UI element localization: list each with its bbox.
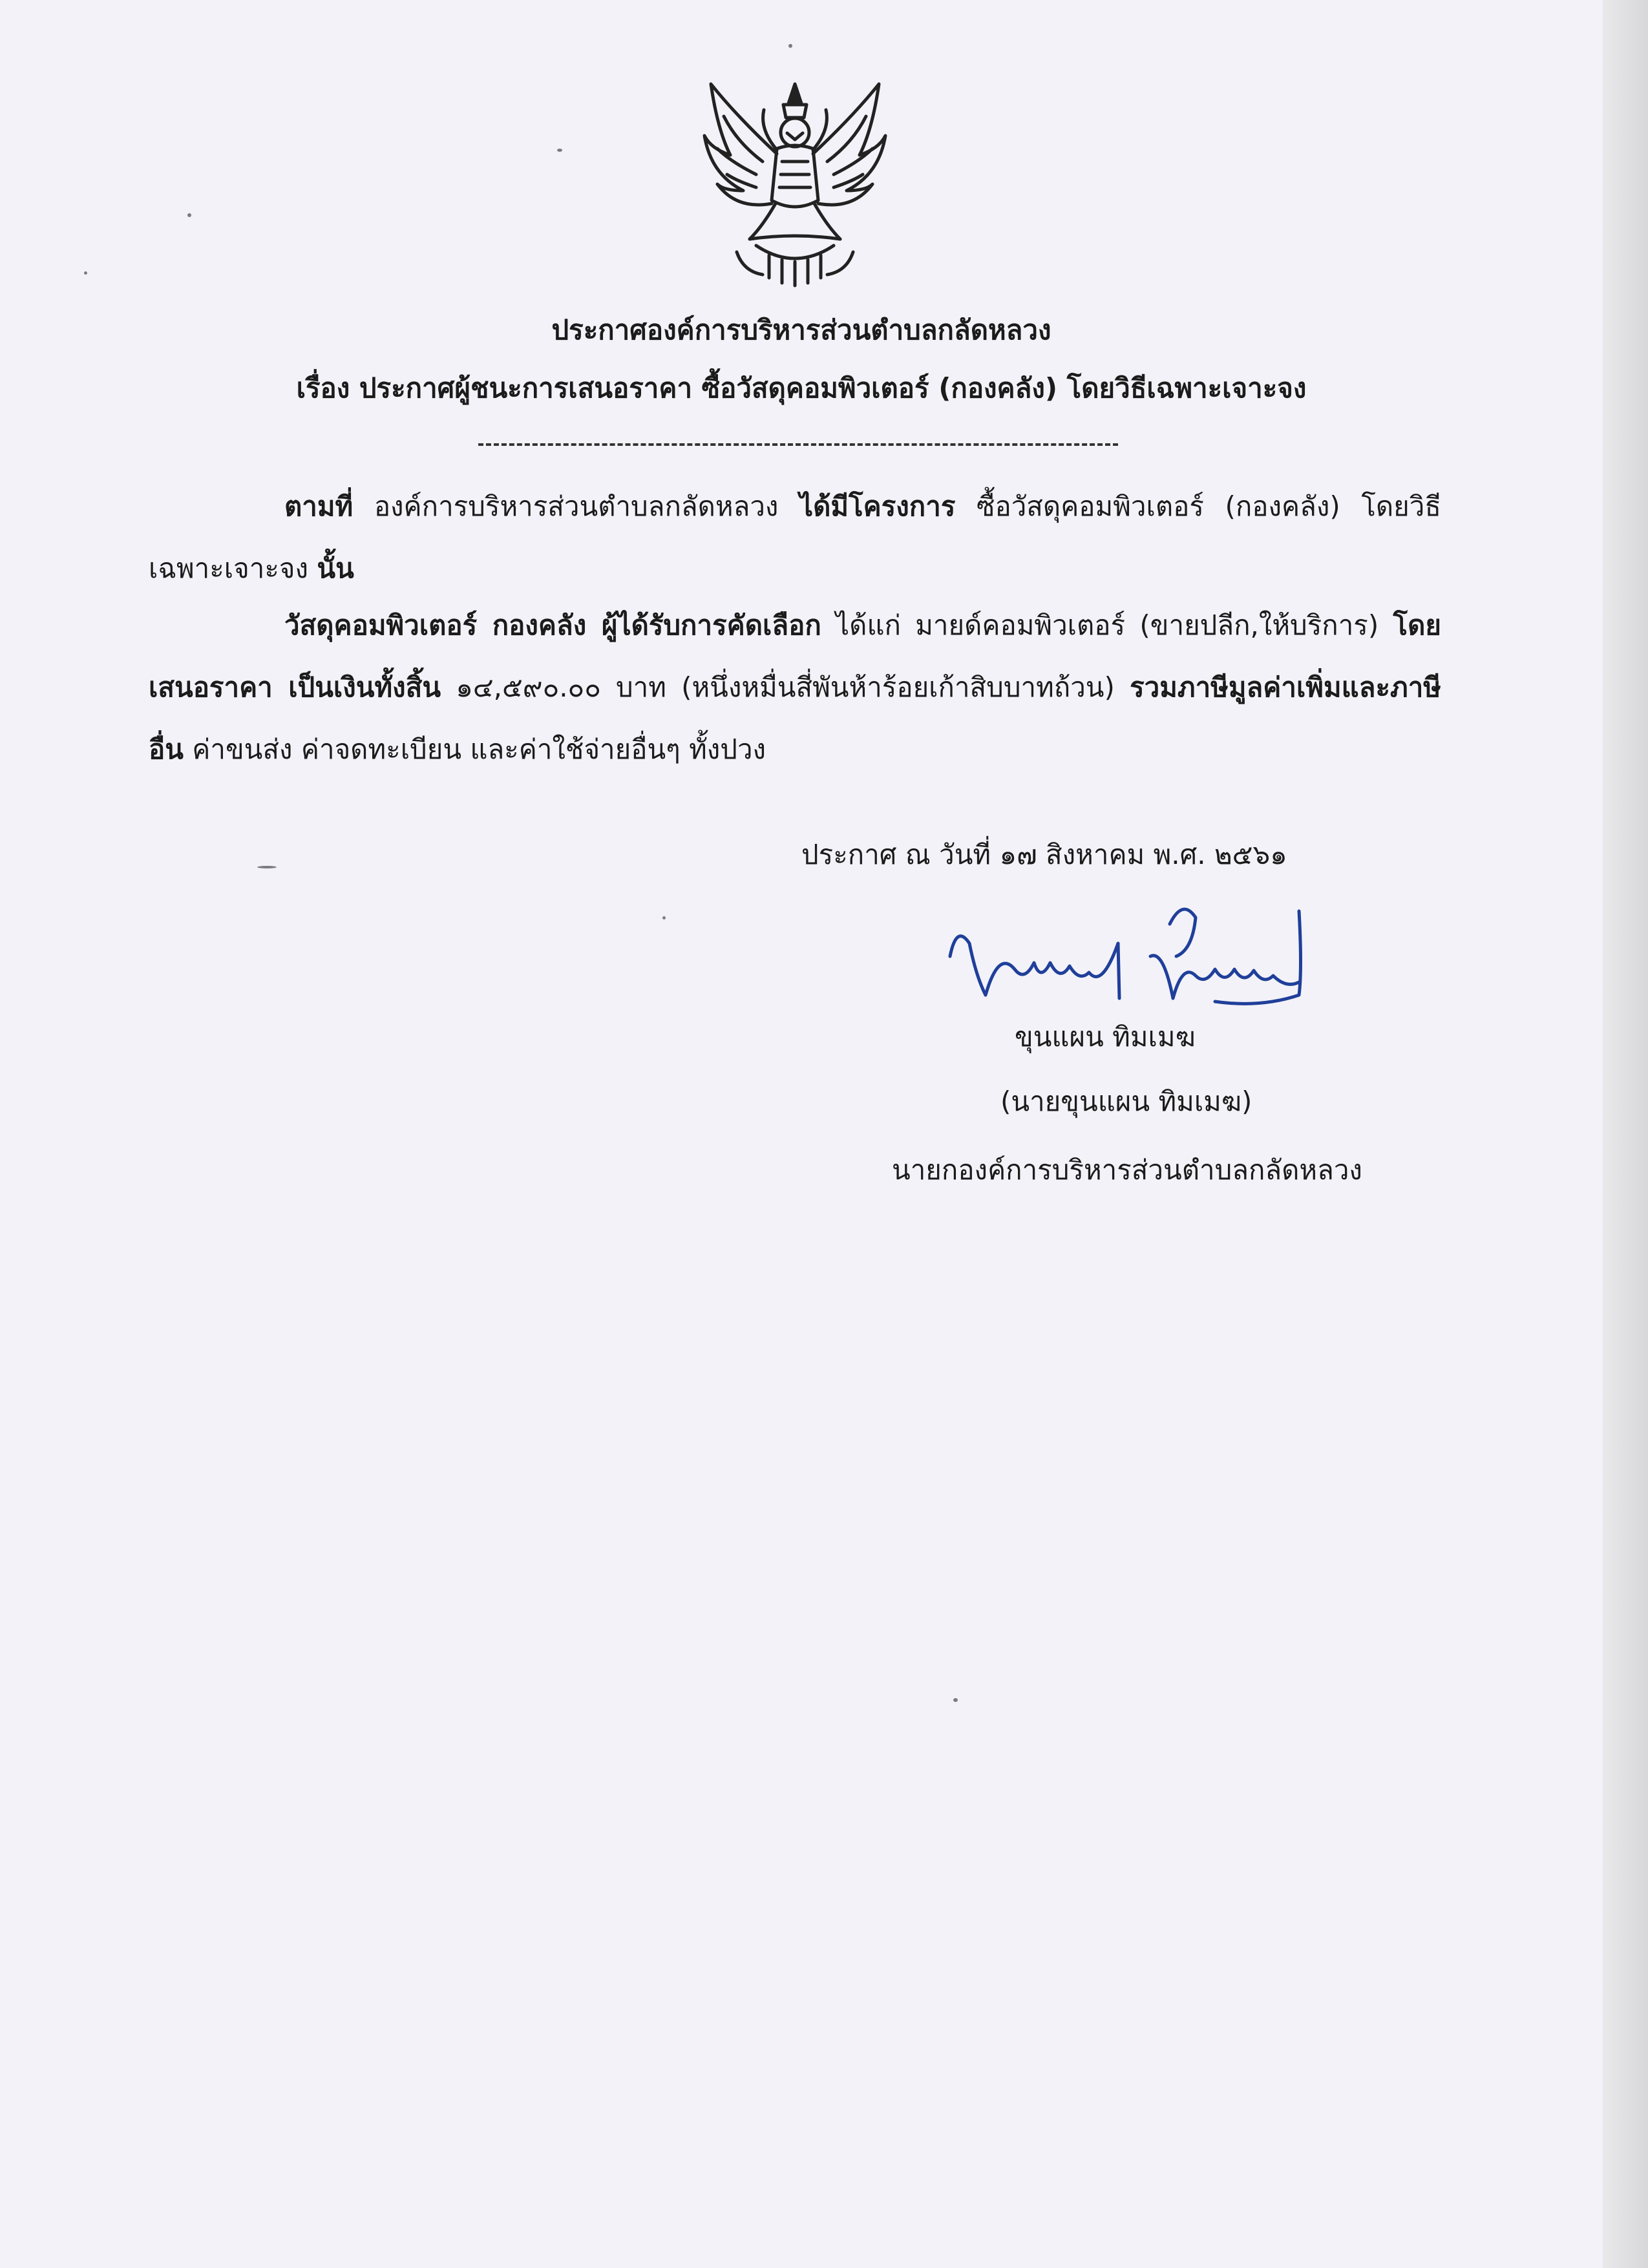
scan-speck: [84, 271, 87, 275]
p2-bold-2: โดยเสนอราคา เป็นเงินทั้งสิ้น: [149, 609, 1441, 703]
scan-speck: [662, 916, 666, 919]
announcement-date: ประกาศ ณ วันที่ ๑๗ สิงหาคม พ.ศ. ๒๕๖๑: [801, 839, 1287, 870]
p2-text-2: ๑๔,๕๙๐.๐๐ บาท (หนึ่งหมื่นสี่พันห้าร้อยเก้าสิบบาทถ้วน): [441, 671, 1130, 703]
p1-lead: ตามที่: [284, 490, 354, 522]
paragraph-1: [149, 476, 1441, 600]
garuda-emblem-icon: [692, 78, 898, 291]
scan-speck: [187, 213, 191, 217]
p1-bold-2: ได้มีโครงการ: [799, 490, 956, 522]
signer-position: นายกองค์การบริหารส่วนตำบลกลัดหลวง: [892, 1154, 1362, 1186]
paragraph-2: [149, 594, 1441, 781]
p2-bold-1: วัสดุคอมพิวเตอร์ กองคลัง ผู้ได้รับการคัดเลือก: [284, 609, 821, 641]
p2-bold-3: รวมภาษีมูลค่าเพิ่มและภาษีอื่น: [149, 671, 1441, 765]
announcement-subject: เรื่อง ประกาศผู้ชนะการเสนอราคา ซื้อวัสดุคอมพิวเตอร์ (กองคลัง) โดยวิธีเฉพาะเจาะจง: [296, 372, 1307, 404]
handwritten-signature: [937, 885, 1325, 1014]
scan-speck: [557, 149, 562, 152]
scan-speck: [953, 1698, 958, 1702]
scan-speck: [788, 44, 792, 48]
p2-text-1: ได้แก่ มายด์คอมพิวเตอร์ (ขายปลีก,ให้บริการ): [821, 609, 1393, 641]
signer-full-name: (นายขุนแผน ทิมเมฆ): [1000, 1086, 1252, 1117]
p2-text-3: ค่าขนส่ง ค่าจดทะเบียน และค่าใช้จ่ายอื่นๆ ทั้งปวง: [183, 733, 766, 765]
p1-text-1: องค์การบริหารส่วนตำบลกลัดหลวง: [353, 490, 799, 522]
scan-speck: [257, 866, 277, 868]
p1-text-2: ซื้อวัสดุคอมพิวเตอร์ (กองคลัง) โดยวิธีเฉพาะเจาะจง: [149, 490, 1441, 584]
divider-line: [478, 443, 1118, 446]
signer-name: ขุนแผน ทิมเมฆ: [1015, 1021, 1196, 1053]
announcement-title: ประกาศองค์การบริหารส่วนตำบลกลัดหลวง: [551, 314, 1051, 346]
scan-edge: [1603, 0, 1648, 2268]
p1-end: นั้น: [317, 552, 354, 584]
